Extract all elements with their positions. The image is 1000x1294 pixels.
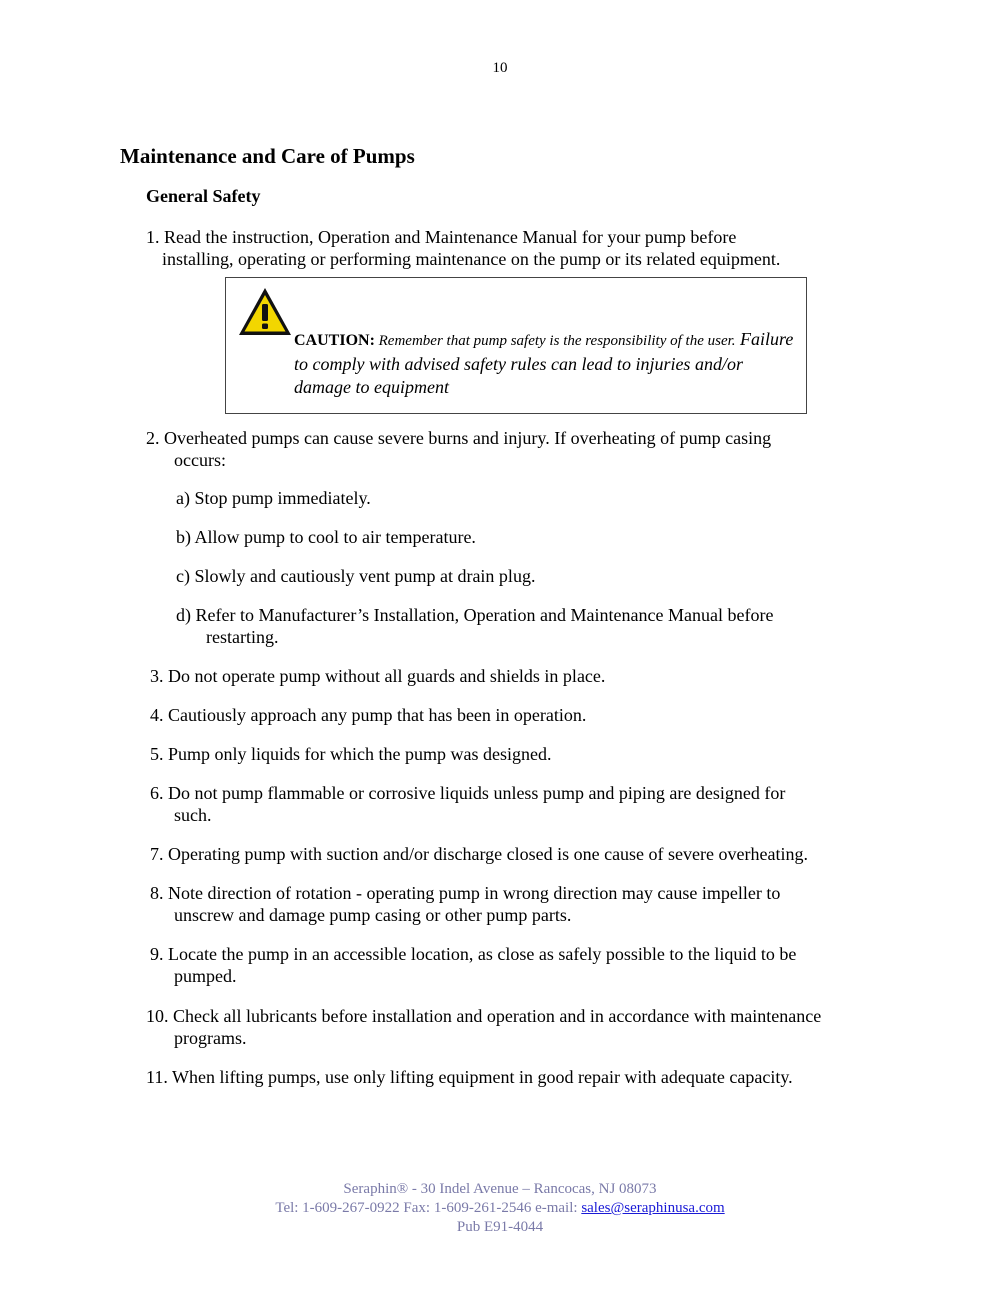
sub-item-d-line2: restarting. — [206, 627, 279, 647]
sub-item-d-line1: d) Refer to Manufacturer’s Installation, Operation and Maintenance Manual before — [176, 605, 774, 625]
caution-text — [294, 328, 794, 399]
sub-item-a: a) Stop pump immediately. — [176, 488, 371, 508]
footer-publication: Pub E91-4044 — [456, 1219, 544, 1235]
warning-triangle-icon — [237, 286, 293, 338]
footer-phone-fax: Tel: 1-609-267-0922 Fax: 1-609-261-2546 e-mail: — [275, 1200, 582, 1216]
page-footer — [0, 1180, 1000, 1237]
list-item-6-line1: 6. Do not pump flammable or corrosive liquids unless pump and piping are designed for — [150, 783, 786, 803]
email-link[interactable]: sales@seraphinusa.com — [581, 1200, 725, 1216]
list-item-8-line2: unscrew and damage pump casing or other pump parts. — [174, 905, 572, 925]
list-item-2-line2: occurs: — [174, 450, 226, 470]
list-item-7: 7. Operating pump with suction and/or discharge closed is one cause of severe overheating. — [150, 844, 808, 864]
list-item-8-line1: 8. Note direction of rotation - operating pump in wrong direction may cause impeller to — [150, 883, 781, 903]
list-item-10-line1: 10. Check all lubricants before installation and operation and in accordance with maintenance — [146, 1006, 822, 1026]
list-item-3: 3. Do not operate pump without all guards and shields in place. — [150, 666, 606, 686]
list-item-1-line2: installing, operating or performing maintenance on the pump or its related equipment. — [162, 249, 781, 269]
caution-box — [225, 277, 807, 414]
list-item-9-line1: 9. Locate the pump in an accessible location, as close as safely possible to the liquid to be — [150, 944, 797, 964]
list-item-2-line1: 2. Overheated pumps can cause severe burns and injury. If overheating of pump casing — [146, 428, 772, 448]
list-item-9-line2: pumped. — [174, 966, 237, 986]
sub-item-b: b) Allow pump to cool to air temperature. — [176, 527, 476, 547]
caution-text-part1: Remember that pump safety is the responsibility of the user. — [374, 333, 736, 349]
list-item-5: 5. Pump only liquids for which the pump was designed. — [150, 744, 552, 764]
sub-item-c: c) Slowly and cautiously vent pump at drain plug. — [176, 566, 536, 586]
caution-text-part2: Failure to comply with advised safety rules can lead to injuries and/or damage to equipment — [294, 329, 794, 397]
section-subtitle: General Safety — [146, 186, 261, 206]
page-title: Maintenance and Care of Pumps — [120, 144, 415, 168]
list-item-10-line2: programs. — [174, 1028, 247, 1048]
list-item-6-line2: such. — [174, 805, 212, 825]
page-number: 10 — [492, 60, 508, 76]
footer-address: Seraphin® - 30 Indel Avenue – Rancocas, NJ 08073 — [343, 1181, 657, 1197]
list-item-1-line1: 1. Read the instruction, Operation and Maintenance Manual for your pump before — [146, 227, 737, 247]
list-item-4: 4. Cautiously approach any pump that has been in operation. — [150, 705, 587, 725]
footer-contact — [0, 1199, 1000, 1218]
list-item-11: 11. When lifting pumps, use only lifting equipment in good repair with adequate capacity. — [146, 1067, 793, 1087]
caution-label: CAUTION: — [294, 332, 375, 349]
